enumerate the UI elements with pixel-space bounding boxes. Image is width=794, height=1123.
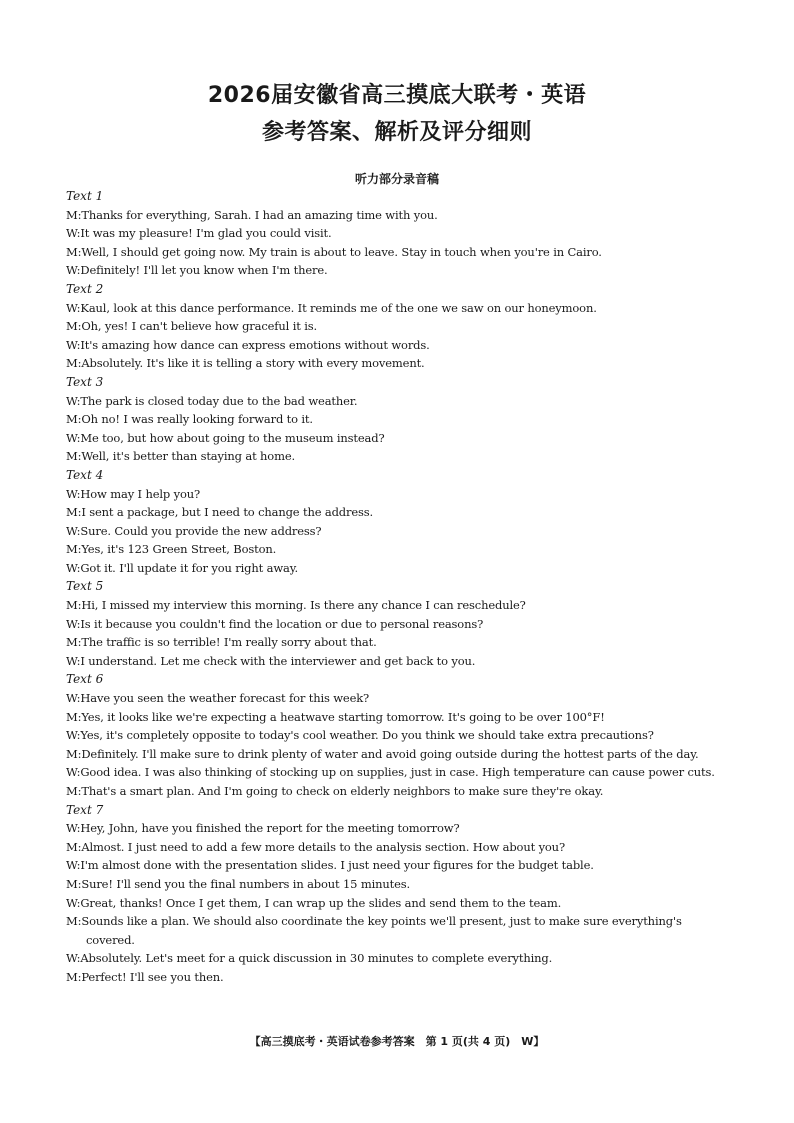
dialogue-line: M:The traffic is so terrible! I'm really sorry about that.: [66, 635, 377, 650]
text-block-3: [66, 373, 730, 466]
dialogue-line: M:Yes, it looks like we're expecting a heatwave starting tomorrow. It's going to be over 100°F!: [66, 709, 605, 724]
dialogue-line: M:Yes, it's 123 Green Street, Boston.: [66, 542, 277, 557]
dialogue-line: W:Hey, John, have you finished the report for the meeting tomorrow?: [66, 821, 460, 836]
dialogue-line: W:Kaul, look at this dance performance. It reminds me of the one we saw on our honeymoon.: [66, 300, 597, 315]
dialogue-line: M:Well, I should get going now. My train is about to leave. Stay in touch when you're in Cairo.: [66, 244, 602, 259]
dialogue-line: W:It was my pleasure! I'm glad you could visit.: [66, 226, 332, 241]
section-heading: 听力部分录音稿: [354, 172, 439, 186]
dialogue-line: W:Is it because you couldn't find the location or due to personal reasons?: [66, 616, 484, 631]
dialogue-line: W:I understand. Let me check with the interviewer and get back to you.: [66, 653, 476, 668]
text-label: Text 7: [66, 802, 104, 817]
dialogue-line: M:Oh, yes! I can't believe how graceful it is.: [66, 319, 317, 334]
text-label: Text 1: [66, 189, 104, 203]
dialogue-line: M:Well, it's better than staying at home.: [66, 449, 295, 464]
dialogue-line: M:Perfect! I'll see you then.: [66, 969, 224, 984]
dialogue-line: M:Hi, I missed my interview this morning. Is there any chance I can reschedule?: [66, 598, 526, 613]
dialogue-line: M:Absolutely. It's like it is telling a story with every movement.: [66, 356, 425, 371]
dialogue-line: W:Good idea. I was also thinking of stocking up on supplies, just in case. High temperature can cause power cuts.: [66, 765, 715, 780]
text-block-2: [66, 280, 730, 373]
dialogue-line: W:Yes, it's completely opposite to today's cool weather. Do you think we should take extra precautions?: [66, 728, 654, 743]
dialogue-line: W:How may I help you?: [66, 486, 201, 501]
dialogue-line: M:I sent a package, but I need to change the address.: [66, 505, 374, 520]
dialogue-line: M:Almost. I just need to add a few more details to the analysis section. How about you?: [66, 839, 565, 854]
dialogue-line: W:The park is closed today due to the bad weather.: [66, 393, 358, 408]
dialogue-line: W:I'm almost done with the presentation slides. I just need your figures for the budget table.: [66, 858, 594, 873]
dialogue-line: M:Oh no! I was really looking forward to it.: [66, 412, 313, 427]
dialogue-line: W:Definitely! I'll let you know when I'm there.: [66, 263, 328, 278]
text-block-5: [66, 577, 730, 670]
text-block-4: [66, 466, 730, 578]
text-label: Text 4: [66, 467, 104, 482]
dialogue-line: W:Me too, but how about going to the museum instead?: [66, 430, 385, 445]
dialogue-line: M:Sounds like a plan. We should also coordinate the key points we'll present, just to make sure everything's covered.: [66, 914, 682, 947]
dialogue-line: W:Sure. Could you provide the new address?: [66, 523, 322, 538]
dialogue-line: M:Sure! I'll send you the final numbers in about 15 minutes.: [66, 876, 411, 891]
text-label: Text 3: [66, 374, 104, 389]
dialogue-line: W:Have you seen the weather forecast for this week?: [66, 691, 370, 706]
dialogue-line: W:Absolutely. Let's meet for a quick discussion in 30 minutes to complete everything.: [66, 951, 553, 966]
dialogue-line: M:Thanks for everything, Sarah. I had an amazing time with you.: [66, 207, 438, 222]
text-block-1: [66, 187, 730, 280]
dialogue-line: M:That's a smart plan. And I'm going to check on elderly neighbors to make sure they're okay.: [66, 784, 604, 798]
page-footer: 【高三摸底考・英语试卷参考答案 第 1 页(共 4 页) W】: [249, 1035, 545, 1048]
text-label: Text 6: [66, 672, 104, 687]
text-block-6: [66, 670, 730, 800]
text-label: Text 5: [66, 579, 104, 594]
dialogue-line: W:Great, thanks! Once I get them, I can wrap up the slides and send them to the team.: [66, 895, 562, 910]
dialogue-line: W:It's amazing how dance can express emotions without words.: [66, 337, 430, 352]
transcript-body: [66, 187, 730, 987]
text-block-7: [66, 801, 730, 987]
document-subtitle: 参考答案、解析及评分细则: [261, 120, 532, 145]
dialogue-line: M:Definitely. I'll make sure to drink plenty of water and avoid going outside during the hottest parts of the day.: [66, 746, 699, 761]
text-label: Text 2: [66, 281, 104, 296]
dialogue-line: W:Got it. I'll update it for you right away.: [66, 560, 299, 575]
document-title: 2026届安徽省高三摸底大联考・英语: [207, 83, 587, 108]
